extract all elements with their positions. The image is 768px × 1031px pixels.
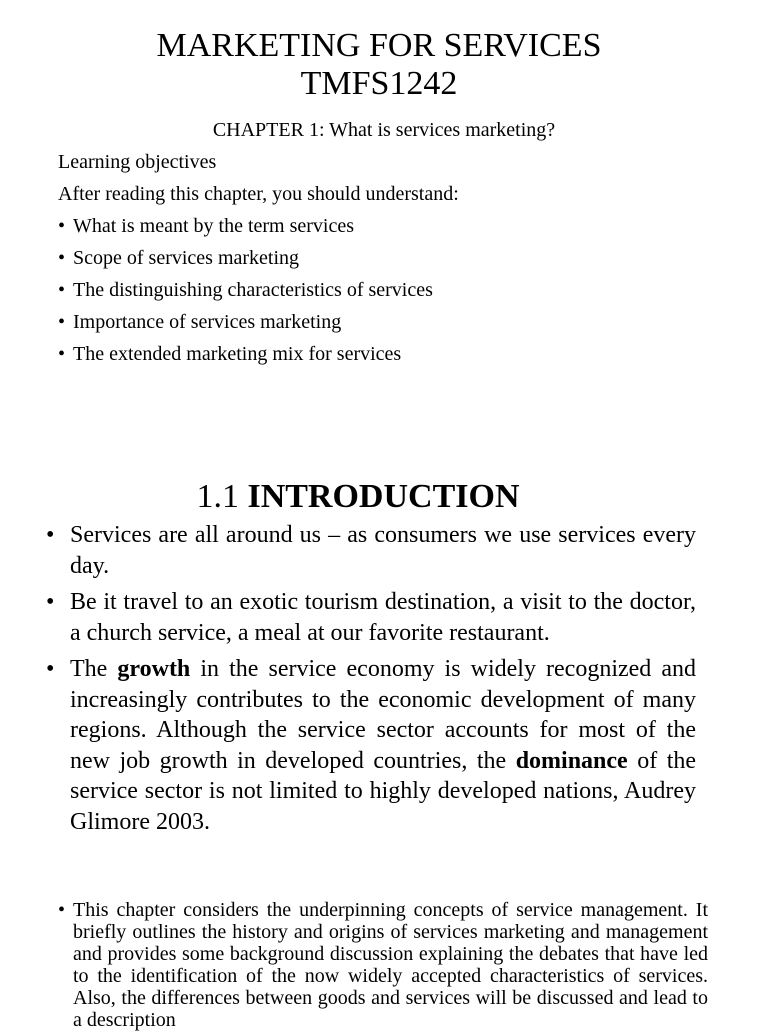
- objective-text: The extended marketing mix for services: [73, 343, 402, 365]
- objective-item: [58, 309, 341, 335]
- bullet-icon: •: [46, 656, 55, 682]
- objective-text: What is meant by the term services: [73, 215, 355, 237]
- objectives-intro: After reading this chapter, you should understand:: [58, 183, 459, 205]
- bullet-text: in the service economy is widely recognized and increasingly contributes to the economic development of many regions. Although the service sector accounts for most of the new job growth in developed countries, the: [70, 656, 697, 774]
- objective-text: The distinguishing characteristics of services: [73, 279, 433, 301]
- list-item: [58, 899, 708, 1031]
- objective-item: [58, 341, 401, 367]
- bullet-icon: •: [58, 343, 66, 365]
- objective-item: [58, 213, 354, 239]
- section-number: 1.1: [196, 478, 239, 515]
- objective-item: [58, 245, 299, 271]
- bullet-icon: •: [46, 522, 55, 548]
- course-code: TMFS1242: [300, 65, 458, 102]
- section-title: INTRODUCTION: [247, 478, 520, 515]
- objective-text: Importance of services marketing: [73, 311, 342, 333]
- paragraph-text: This chapter considers the underpinning concepts of service management. It briefly outlines the history and origins of services marketing and management and provides some background discussion explaining the debates that have led to the identification of the now widely accepted characteristics of services. Also, the differences between goods and services will be discussed and lead to a description: [73, 899, 708, 1031]
- chapter-summary-list: [58, 899, 708, 1031]
- bullet-icon: •: [58, 247, 66, 269]
- bullet-text: Be it travel to an exotic tourism destination, a visit to the doctor, a church service, a meal at our favorite restaurant.: [70, 589, 696, 646]
- list-item: [40, 587, 696, 648]
- section-heading: [0, 477, 716, 517]
- bullet-icon: •: [58, 215, 66, 237]
- introduction-bullet-list: [40, 520, 696, 843]
- objective-item: [58, 277, 433, 303]
- bullet-text: Services are all around us – as consumers we use services every day.: [70, 522, 696, 579]
- bullet-icon: •: [58, 899, 66, 921]
- bullet-icon: •: [46, 589, 55, 615]
- bullet-text: The: [70, 656, 108, 682]
- objective-text: Scope of services marketing: [73, 247, 300, 269]
- document-title-line1: MARKETING FOR SERVICES: [156, 27, 602, 64]
- bold-term-dominance: dominance: [515, 747, 628, 774]
- bullet-icon: •: [58, 311, 66, 333]
- bullet-icon: •: [58, 279, 66, 301]
- chapter-heading: CHAPTER 1: What is services marketing?: [212, 119, 556, 141]
- bold-term-growth: growth: [117, 656, 191, 682]
- list-item: [40, 520, 696, 581]
- bullet-text: of the service sector is not limited to highly developed nations, Audrey Glimore 2003.: [70, 747, 697, 835]
- list-item: [40, 654, 696, 837]
- learning-objectives-label: Learning objectives: [58, 151, 217, 173]
